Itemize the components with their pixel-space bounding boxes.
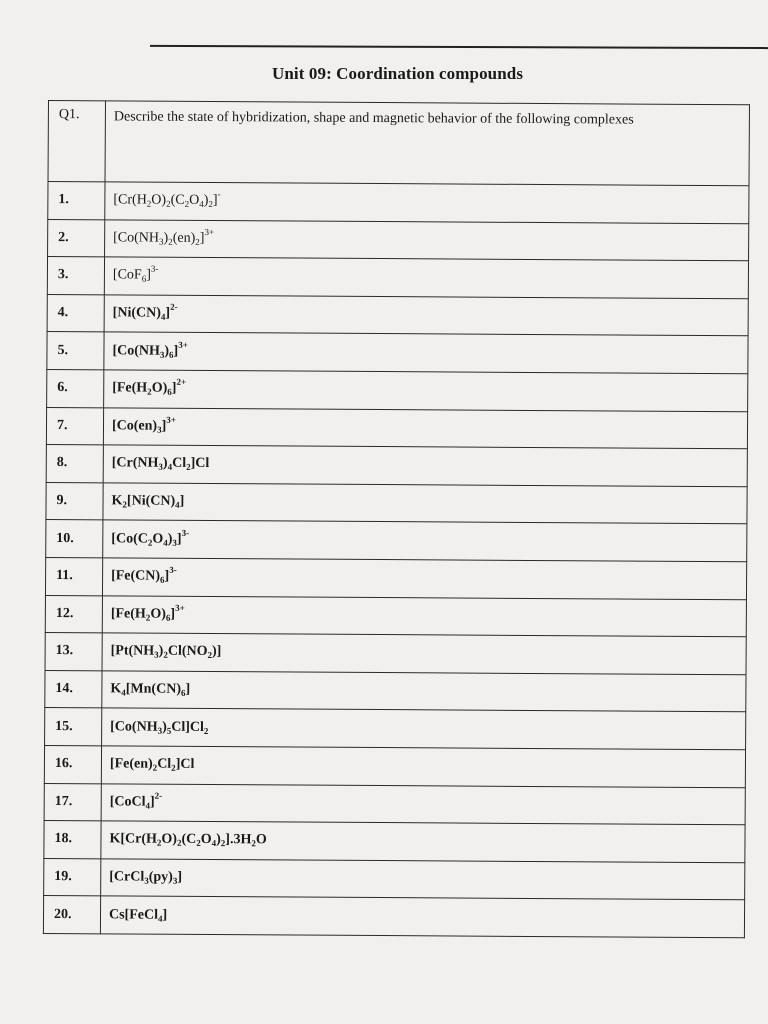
- table-row: [45, 557, 746, 599]
- formula-subscript: 2: [196, 838, 201, 849]
- formula-subscript: 4: [160, 311, 166, 322]
- formula-text: Cl: [172, 456, 187, 472]
- formula-subscript: 5: [166, 725, 172, 736]
- formula-charge: 3-: [150, 264, 159, 275]
- complex-formula: [102, 558, 746, 600]
- formula-subscript: 2: [220, 838, 226, 849]
- formula-text: [CoCl: [109, 794, 146, 810]
- formula-text: [Cr(H: [113, 192, 147, 208]
- formula-text: [Fe(H: [110, 606, 146, 622]
- formula-text: ]: [171, 381, 177, 397]
- formula-text: ]: [164, 568, 170, 584]
- formula-text: [Cr(NH: [111, 455, 159, 472]
- complex-formula: [100, 896, 744, 938]
- formula-text: ): [164, 343, 170, 359]
- formula-subscript: 6: [165, 612, 171, 623]
- formula-subscript: 3: [172, 875, 178, 886]
- complex-formula: [104, 295, 748, 337]
- table-row: [44, 821, 745, 863]
- row-number: 8.: [46, 445, 103, 483]
- formula-text: [Co(C: [111, 531, 148, 547]
- complex-formula: [105, 219, 749, 261]
- complex-formula: [101, 859, 745, 901]
- question-text: Describe the state of hybridization, shape and magnetic behavior of the following complexes: [105, 101, 749, 186]
- complex-formula: [102, 671, 746, 713]
- formula-text: Cs[FeCl: [108, 906, 159, 923]
- formula-text: ]: [179, 493, 185, 509]
- formula-text: O): [150, 606, 166, 622]
- formula-charge: 3+: [166, 414, 177, 425]
- formula-subscript: 6: [169, 349, 174, 360]
- formula-text: ]: [199, 230, 205, 246]
- formula-text: Cl(NO: [167, 644, 208, 660]
- formula-text: ]: [170, 606, 176, 622]
- table-row: [45, 670, 746, 712]
- formula-subscript: 2: [152, 762, 158, 773]
- formula-text: [Fe(H: [112, 380, 148, 396]
- formula-text: [Co(NH: [112, 343, 160, 359]
- formula-text: [CrCl: [109, 869, 145, 885]
- complex-formula: [101, 783, 745, 825]
- formula-text: K: [110, 681, 122, 697]
- row-number: 15.: [45, 708, 102, 746]
- formula-charge: 2+: [176, 377, 187, 388]
- formula-text: ]: [149, 794, 155, 810]
- formula-text: ]: [161, 418, 167, 434]
- formula-text: O: [200, 832, 212, 848]
- table-row: [47, 332, 748, 374]
- table-row: [45, 595, 746, 637]
- formula-text: ]: [146, 268, 151, 284]
- formula-text: ): [216, 832, 221, 848]
- formula-subscript: 2: [168, 236, 173, 247]
- formula-text: ]Cl: [190, 456, 210, 472]
- complex-formula: [105, 182, 749, 224]
- formula-text: ]: [165, 305, 171, 321]
- row-number: 20.: [43, 896, 100, 934]
- formula-text: ): [162, 719, 167, 735]
- row-number: 6.: [47, 369, 104, 407]
- row-number: 18.: [44, 821, 101, 859]
- formula-charge: 3+: [204, 226, 215, 237]
- complex-formula: [101, 821, 745, 863]
- table-row: [46, 407, 747, 449]
- formula-subscript: 2: [176, 838, 182, 849]
- formula-subscript: 2: [184, 199, 190, 210]
- formula-text: ): [203, 193, 209, 209]
- row-number: 12.: [45, 595, 102, 633]
- formula-text: [Co(en): [111, 418, 158, 434]
- row-number: 3.: [47, 257, 104, 295]
- table-row: [46, 482, 747, 524]
- formula-subscript: 2: [163, 650, 168, 661]
- formula-subscript: 3: [159, 349, 165, 360]
- formula-subscript: 2: [171, 762, 176, 773]
- formula-text: ): [167, 531, 173, 547]
- formula-subscript: 4: [199, 199, 204, 210]
- complex-formula: [104, 370, 748, 412]
- formula-subscript: 2: [251, 838, 256, 849]
- table-row: [44, 745, 745, 787]
- formula-text: ]Cl: [175, 756, 195, 773]
- table-row: [44, 858, 745, 900]
- formula-subscript: 4: [211, 838, 217, 849]
- question-table: [43, 100, 750, 938]
- formula-subscript: 6: [167, 386, 172, 398]
- formula-text: O: [189, 193, 200, 209]
- row-number: 9.: [46, 482, 103, 520]
- table-row: [48, 219, 749, 261]
- formula-text: ]: [162, 907, 168, 923]
- row-number: 19.: [44, 858, 101, 896]
- formula-subscript: 2: [208, 199, 213, 210]
- complex-formula: [103, 520, 747, 562]
- row-number: 14.: [45, 670, 102, 708]
- formula-text: ].3H: [225, 832, 252, 848]
- formula-subscript: 3: [172, 537, 177, 548]
- formula-text: [Fe(en): [109, 756, 153, 772]
- row-number: 17.: [44, 783, 101, 821]
- row-number: 10.: [46, 520, 103, 558]
- row-number: 13.: [45, 633, 102, 671]
- question-header-row: [48, 101, 749, 186]
- row-number: 2.: [48, 219, 105, 257]
- table-row: [44, 783, 745, 825]
- formula-charge: 3-: [181, 527, 190, 538]
- formula-text: ]: [173, 343, 179, 359]
- table-row: [47, 369, 748, 411]
- formula-subscript: 2: [147, 386, 152, 397]
- formula-subscript: 6: [180, 687, 186, 698]
- formula-subscript: 3: [157, 424, 162, 435]
- row-number: 4.: [47, 294, 104, 332]
- formula-text: [Ni(CN): [112, 305, 161, 321]
- table-row: [45, 633, 746, 675]
- formula-text: ]: [185, 681, 191, 697]
- row-number: 1.: [48, 182, 105, 220]
- formula-subscript: 6: [160, 574, 165, 585]
- question-number: Q1.: [48, 101, 105, 182]
- table-row: [46, 520, 747, 562]
- formula-charge: 3+: [175, 602, 185, 613]
- formula-subscript: 4: [157, 913, 163, 924]
- table-row: [45, 708, 746, 750]
- formula-subscript: 2: [195, 236, 200, 247]
- row-number: 5.: [47, 332, 104, 370]
- formula-text: [Mn(CN): [125, 681, 182, 697]
- formula-text: Cl]Cl: [171, 719, 204, 735]
- complex-formula: [104, 332, 748, 374]
- formula-subscript: 4: [175, 499, 180, 510]
- formula-text: ): [162, 456, 168, 472]
- formula-text: ): [163, 230, 169, 246]
- formula-subscript: 2: [122, 499, 127, 510]
- table-row: [47, 294, 748, 336]
- formula-text: ): [158, 644, 164, 660]
- formula-text: (C: [170, 193, 185, 209]
- formula-text: (C: [181, 832, 197, 848]
- question-sheet: [43, 100, 750, 938]
- formula-subscript: 2: [146, 198, 152, 209]
- table-row: [47, 257, 748, 299]
- top-rule: [150, 45, 768, 49]
- complex-formula: [103, 407, 747, 449]
- row-number: 16.: [44, 745, 101, 783]
- page-title: Unit 09: Coordination compounds: [272, 64, 524, 83]
- formula-text: ]: [176, 531, 182, 547]
- formula-text: ]: [177, 869, 183, 885]
- complex-formula: [102, 708, 746, 750]
- complex-formula: [102, 595, 746, 637]
- complex-formula: [101, 746, 745, 788]
- formula-subscript: 2: [207, 650, 213, 661]
- formula-charge: 2-: [154, 790, 163, 801]
- formula-subscript: 2: [186, 462, 191, 473]
- table-row: [46, 445, 747, 487]
- formula-charge: 3+: [178, 339, 188, 350]
- formula-text: (en): [172, 230, 196, 246]
- formula-subscript: 2: [145, 612, 151, 623]
- formula-subscript: 6: [141, 274, 147, 285]
- formula-charge: 2-: [170, 301, 178, 312]
- formula-text: [Pt(NH: [110, 643, 155, 660]
- complex-formula: [102, 633, 746, 675]
- formula-subscript: 2: [156, 838, 162, 849]
- table-row: [48, 182, 749, 224]
- formula-text: K: [111, 493, 123, 509]
- row-number: 7.: [46, 407, 103, 445]
- formula-text: ]: [212, 193, 218, 209]
- formula-subscript: 3: [158, 236, 164, 247]
- formula-subscript: 2: [203, 725, 209, 736]
- formula-subscript: 2: [147, 537, 153, 548]
- formula-subscript: 2: [166, 199, 171, 210]
- formula-text: O: [152, 531, 164, 547]
- formula-text: K[Cr(H: [109, 831, 157, 848]
- formula-text: )]: [211, 644, 222, 660]
- formula-text: (py): [148, 869, 173, 885]
- formula-text: [Fe(CN): [111, 568, 161, 584]
- formula-subscript: 3: [154, 650, 159, 661]
- formula-subscript: 3: [158, 462, 163, 473]
- formula-charge: -: [217, 189, 221, 200]
- formula-text: Cl: [157, 756, 172, 772]
- complex-formula: [103, 483, 747, 525]
- question-table-body: [43, 101, 749, 938]
- formula-text: [CoF: [112, 267, 142, 284]
- complex-formula: [103, 445, 747, 487]
- formula-subscript: 3: [157, 725, 163, 736]
- formula-subscript: 4: [167, 462, 173, 473]
- formula-text: [Ni(CN): [126, 493, 176, 509]
- formula-subscript: 4: [145, 800, 151, 811]
- formula-charge: 3-: [169, 564, 177, 576]
- formula-text: O): [161, 832, 178, 848]
- formula-text: O): [151, 192, 167, 209]
- formula-subscript: 3: [144, 875, 149, 886]
- formula-subscript: 4: [121, 687, 126, 698]
- table-row: [43, 896, 744, 938]
- formula-text: [Co(NH: [110, 719, 158, 735]
- formula-text: O: [255, 832, 267, 848]
- row-number: 11.: [45, 557, 102, 595]
- formula-subscript: 4: [163, 537, 168, 548]
- formula-text: O): [151, 380, 168, 396]
- complex-formula: [104, 257, 748, 299]
- formula-text: [Co(NH: [113, 230, 160, 246]
